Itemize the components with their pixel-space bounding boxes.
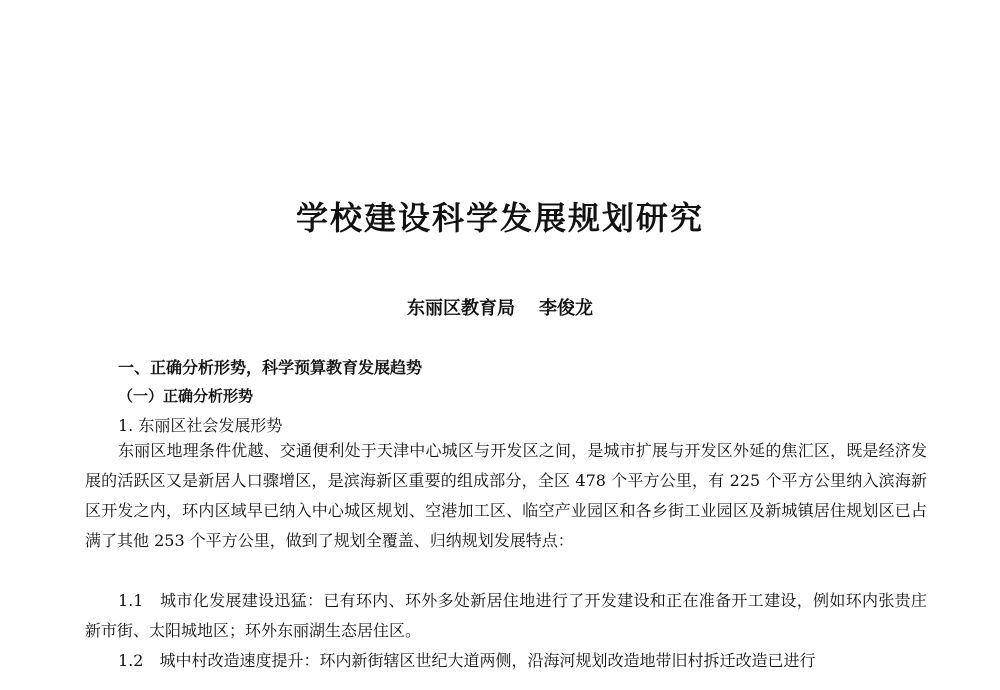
author-byline — [0, 294, 1000, 320]
body-paragraph-1: 东丽区地理条件优越、交通便利处于天津中心城区与开发区之间，是城市扩展与开发区外延的焦汇区，既是经济发展的活跃区又是新居人口骤增区，是滨海新区重要的组成部分，全区 478 个平方公里，有 225 个平方公里纳入滨海新区开发之内，环内区域早已纳入中心城区规划、空港加工区、临空产业园区和各乡街工业园区及新城镇居住规划区已占满了其他 253 个平方公里，做到了规划全覆盖、归纳规划发展特点： — [85, 441, 927, 550]
section-heading-1: 一、正确分析形势，科学预算教育发展趋势 — [118, 358, 423, 377]
sub-subsection-heading: 1. 东丽区社会发展形势 — [118, 416, 283, 435]
body-paragraph-2: 1.1 城市化发展建设迅猛：已有环内、环外多处新居住地进行了开发建设和正在准备开工建设，例如环内张贵庄新市街、太阳城地区；环外东丽湖生态居住区。 — [85, 591, 927, 640]
body-paragraph-3: 1.2 城中村改造速度提升：环内新街辖区世纪大道两侧，沿海河规划改造地带旧村拆迁改造已进行 — [118, 651, 816, 670]
author-organization: 东丽区教育局 — [407, 298, 515, 319]
author-name: 李俊龙 — [539, 298, 593, 319]
document-title: 学校建设科学发展规划研究 — [295, 199, 704, 237]
subsection-heading: （一）正确分析形势 — [118, 387, 254, 405]
